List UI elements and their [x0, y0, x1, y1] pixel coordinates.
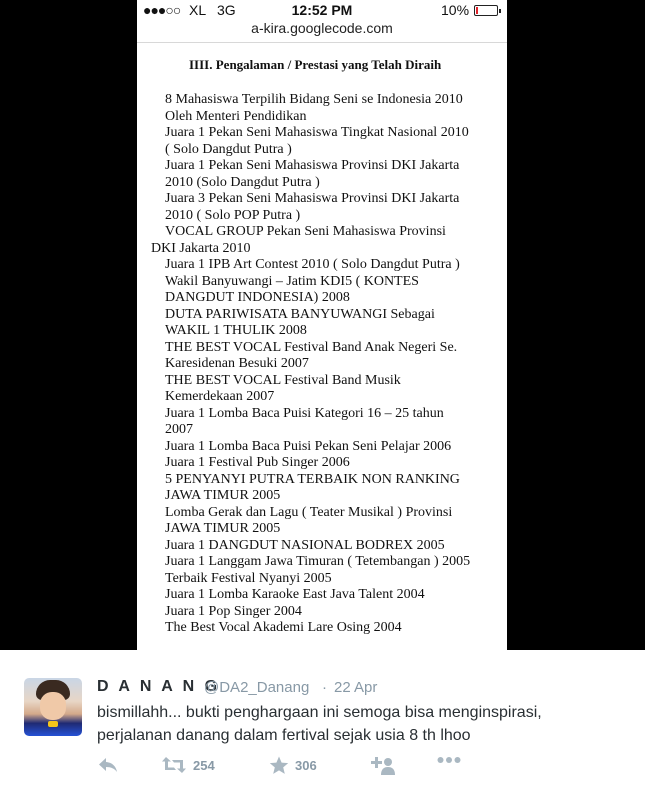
retweet-button[interactable] [161, 756, 215, 774]
achievement-line: ( Solo Dangdut Putra ) [165, 141, 292, 157]
achievement-line: THE BEST VOCAL Festival Band Musik [165, 372, 401, 388]
achievement-line: Juara 1 IPB Art Contest 2010 ( Solo Dangdut Putra ) [165, 257, 460, 272]
achievement-item [151, 472, 474, 505]
achievement-line: Juara 1 Pekan Seni Mahasiswa Provinsi DKI Jakarta [165, 158, 460, 173]
achievement-line: Juara 1 Lomba Baca Puisi Pekan Seni Pelajar 2006 [165, 438, 452, 454]
achievement-line: The Best Vocal Akademi Lare Osing 2004 [165, 620, 402, 635]
url-divider [137, 42, 507, 43]
battery-percent: 10% [441, 2, 470, 18]
phone-status-bar [137, 0, 507, 20]
achievement-line: Lomba Gerak dan Lagu ( Teater Musikal ) Provinsi [165, 504, 453, 520]
reply-icon [97, 756, 119, 774]
achievement-line: Juara 1 Pekan Seni Mahasiswa Tingkat Nasional 2010 [165, 125, 469, 140]
achievement-item [151, 158, 474, 191]
star-icon [269, 756, 289, 775]
achievement-item [151, 587, 474, 604]
signal-strength-icon: ●●●○○ [143, 2, 181, 18]
tweet-text-line: bismillahh... bukti penghargaan ini semoga bisa menginspirasi, [97, 704, 542, 721]
achievement-line: DKI Jakarta 2010 [151, 240, 251, 256]
achievement-line: JAWA TIMUR 2005 [165, 521, 281, 536]
retweet-icon [161, 756, 187, 774]
tweet-text-line: perjalanan danang dalam fertival sejak usia 8 th lhoo [97, 727, 471, 744]
more-icon [437, 756, 461, 764]
reply-button[interactable] [97, 756, 119, 774]
tweet-actions [97, 756, 517, 778]
retweet-count: 254 [193, 757, 215, 773]
avatar-bowtie [48, 721, 58, 727]
achievement-line: Terbaik Festival Nyanyi 2005 [165, 570, 332, 586]
achievement-item [151, 406, 474, 439]
author-name[interactable]: D A N A N G [97, 678, 221, 695]
achievement-line: Karesidenan Besuki 2007 [165, 356, 309, 371]
achievement-line: 8 Mahasiswa Terpilih Bidang Seni se Indonesia 2010 [165, 92, 463, 107]
achievement-item [151, 455, 474, 472]
achievement-line: WAKIL 1 THULIK 2008 [165, 323, 307, 338]
like-button[interactable] [269, 756, 317, 775]
author-handle[interactable]: @DA2_Danang [204, 679, 310, 696]
achievement-line: DUTA PARIWISATA BANYUWANGI Sebagai [165, 306, 435, 322]
achievement-line: DANGDUT INDONESIA) 2008 [165, 290, 350, 305]
achievement-item [151, 620, 474, 637]
achievement-item [151, 224, 474, 257]
achievement-list [151, 92, 474, 637]
achievement-item [151, 274, 474, 307]
achievement-line: Kemerdekaan 2007 [165, 389, 275, 404]
phone-screenshot [137, 0, 507, 650]
tweet-text [97, 701, 627, 747]
achievement-item [151, 92, 474, 125]
achievement-line: Juara 1 Langgam Jawa Timuran ( Tetembangan ) 2005 [165, 554, 471, 569]
achievement-item [151, 505, 474, 538]
achievement-line: THE BEST VOCAL Festival Band Anak Negeri Se. [165, 339, 458, 355]
achievement-line: Juara 1 Pop Singer 2004 [165, 603, 302, 619]
achievement-line: 5 PENYANYI PUTRA TERBAIK NON RANKING [165, 471, 460, 487]
achievement-line: Oleh Menteri Pendidikan [165, 108, 307, 124]
like-count: 306 [295, 758, 317, 773]
carrier-label: XL [189, 2, 207, 18]
tweet[interactable] [0, 650, 645, 788]
achievement-item [151, 373, 474, 406]
achievement-line: Juara 1 Lomba Baca Puisi Kategori 16 – 25 tahun [165, 405, 444, 421]
achievement-item [151, 554, 474, 571]
achievement-line: VOCAL GROUP Pekan Seni Mahasiswa Provinsi [165, 224, 446, 239]
achievement-item [151, 604, 474, 621]
follow-button[interactable] [369, 756, 395, 776]
achievement-line: 2007 [165, 422, 193, 437]
more-button[interactable] [437, 756, 461, 764]
achievement-line: Juara 3 Pekan Seni Mahasiswa Provinsi DKI Jakarta [165, 191, 460, 206]
achievement-item [151, 125, 474, 158]
achievement-line: Wakil Banyuwangi – Jatim KDI5 ( KONTES [165, 273, 419, 289]
avatar[interactable] [24, 678, 82, 736]
meta-separator: · [322, 679, 327, 696]
achievement-item [151, 307, 474, 340]
battery-fill [476, 7, 478, 14]
achievement-item [151, 538, 474, 555]
achievement-item [151, 439, 474, 456]
browser-url: a-kira.googlecode.com [251, 20, 393, 36]
avatar-face [40, 692, 66, 720]
achievement-item [151, 191, 474, 224]
achievement-line: Juara 1 Lomba Karaoke East Java Talent 2004 [165, 587, 425, 602]
network-type-label: 3G [217, 2, 236, 18]
achievement-line: 2010 ( Solo POP Putra ) [165, 207, 301, 223]
achievement-item [151, 340, 474, 373]
achievement-line: Juara 1 Festival Pub Singer 2006 [165, 455, 350, 470]
achievement-item [151, 257, 474, 274]
achievement-line: Juara 1 DANGDUT NASIONAL BODREX 2005 [165, 537, 445, 553]
tweet-date[interactable]: 22 Apr [334, 679, 378, 696]
status-time: 12:52 PM [291, 2, 353, 18]
achievement-line: JAWA TIMUR 2005 [165, 488, 281, 503]
achievement-item [151, 571, 474, 588]
achievement-line: 2010 (Solo Dangdut Putra ) [165, 174, 320, 190]
battery-icon [474, 5, 498, 16]
follow-icon [369, 756, 395, 776]
document-heading: IIII. Pengalaman / Prestasi yang Telah Diraih [189, 57, 442, 72]
